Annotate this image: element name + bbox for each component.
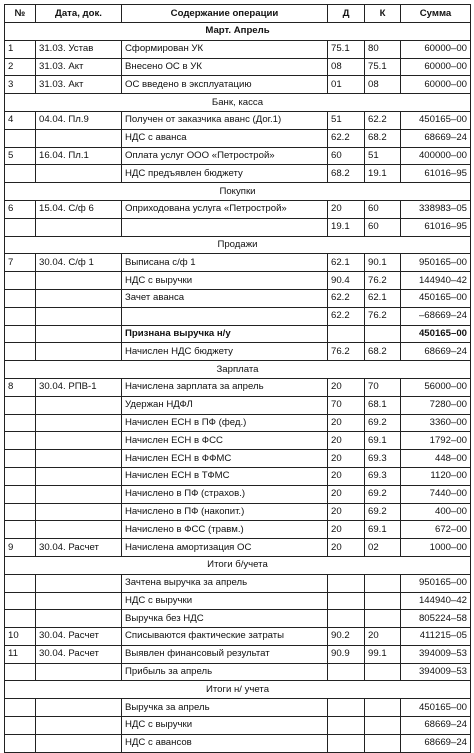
entry-sum: 68669–24: [401, 129, 471, 147]
entry-operation: Сформирован УК: [122, 40, 328, 58]
entry-operation: [122, 218, 328, 236]
entry-credit: 02: [365, 539, 401, 557]
entry-debit: 20: [328, 414, 365, 432]
entry-number: [5, 432, 36, 450]
entry-operation: Выручка за апрель: [122, 699, 328, 717]
entry-debit: 60: [328, 147, 365, 165]
table-row: [5, 378, 471, 396]
table-row: [5, 521, 471, 539]
entry-debit: 20: [328, 450, 365, 468]
entry-operation: Внесено ОС в УК: [122, 58, 328, 76]
entry-sum: 394009–53: [401, 645, 471, 663]
header-row: [5, 5, 471, 23]
entry-sum: 7440–00: [401, 485, 471, 503]
entry-credit: 75.1: [365, 58, 401, 76]
section-row: [5, 361, 471, 379]
entry-credit: 20: [365, 628, 401, 646]
entry-date-doc: [36, 699, 122, 717]
entry-debit: 20: [328, 200, 365, 218]
table-row: [5, 272, 471, 290]
header-operation: Содержание операции: [122, 5, 328, 23]
entry-sum: 1000–00: [401, 539, 471, 557]
entry-sum: 672–00: [401, 521, 471, 539]
section-title: Продажи: [5, 236, 471, 254]
entry-credit: 62.2: [365, 111, 401, 129]
entry-number: 6: [5, 200, 36, 218]
entry-debit: 62.1: [328, 254, 365, 272]
entry-date-doc: [36, 218, 122, 236]
entry-number: [5, 414, 36, 432]
entry-credit: 76.2: [365, 307, 401, 325]
entry-debit: [328, 610, 365, 628]
entry-sum: 60000–00: [401, 76, 471, 94]
entry-credit: 69.2: [365, 414, 401, 432]
entry-operation: Выявлен финансовый результат: [122, 645, 328, 663]
entry-date-doc: [36, 521, 122, 539]
entry-date-doc: [36, 343, 122, 361]
entry-debit: 75.1: [328, 40, 365, 58]
entry-date-doc: 31.03. Акт: [36, 76, 122, 94]
entry-date-doc: [36, 396, 122, 414]
entry-date-doc: [36, 289, 122, 307]
entry-debit: 62.2: [328, 129, 365, 147]
entry-debit: 70: [328, 396, 365, 414]
entry-credit: 69.3: [365, 450, 401, 468]
entry-date-doc: [36, 432, 122, 450]
entry-sum: 144940–42: [401, 592, 471, 610]
section-title: Итоги б/учета: [5, 556, 471, 574]
table-row: [5, 734, 471, 752]
entry-sum: 450165–00: [401, 289, 471, 307]
entry-number: 2: [5, 58, 36, 76]
section-row: [5, 94, 471, 112]
header-credit: К: [365, 5, 401, 23]
entry-date-doc: 04.04. Пл.9: [36, 111, 122, 129]
entry-credit: 90.1: [365, 254, 401, 272]
entry-credit: 69.1: [365, 521, 401, 539]
table-row: [5, 450, 471, 468]
entry-sum: –68669–24: [401, 307, 471, 325]
entry-date-doc: [36, 734, 122, 752]
table-row: [5, 574, 471, 592]
entry-number: [5, 307, 36, 325]
entry-number: [5, 663, 36, 681]
entry-operation: [122, 307, 328, 325]
entry-credit: 68.1: [365, 396, 401, 414]
entry-date-doc: 31.03. Устав: [36, 40, 122, 58]
entry-sum: 61016–95: [401, 165, 471, 183]
table-row: [5, 485, 471, 503]
entry-credit: 68.2: [365, 343, 401, 361]
table-row: [5, 76, 471, 94]
entry-number: 9: [5, 539, 36, 557]
entry-number: [5, 325, 36, 343]
entry-date-doc: [36, 467, 122, 485]
entry-sum: 450165–00: [401, 699, 471, 717]
entry-operation: Начислена зарплата за апрель: [122, 378, 328, 396]
section-title: Зарплата: [5, 361, 471, 379]
table-row: [5, 663, 471, 681]
table-row: [5, 200, 471, 218]
entry-date-doc: [36, 414, 122, 432]
table-row: [5, 717, 471, 735]
entry-number: [5, 503, 36, 521]
entry-debit: 76.2: [328, 343, 365, 361]
entry-date-doc: [36, 574, 122, 592]
entry-debit: 62.2: [328, 307, 365, 325]
table-row: [5, 503, 471, 521]
entry-credit: 60: [365, 200, 401, 218]
entry-number: [5, 343, 36, 361]
table-row: [5, 111, 471, 129]
table-row: [5, 254, 471, 272]
entry-date-doc: 30.04. Расчет: [36, 539, 122, 557]
entry-sum: 450165–00: [401, 325, 471, 343]
table-row: [5, 628, 471, 646]
entry-number: [5, 289, 36, 307]
entry-debit: 19.1: [328, 218, 365, 236]
entry-date-doc: [36, 165, 122, 183]
table-row: [5, 396, 471, 414]
entry-number: [5, 396, 36, 414]
entry-date-doc: [36, 663, 122, 681]
entry-sum: 68669–24: [401, 343, 471, 361]
entry-debit: 20: [328, 378, 365, 396]
entry-number: 11: [5, 645, 36, 663]
entry-operation: Оприходована услуга «Петрострой»: [122, 200, 328, 218]
entry-operation: НДС предъявлен бюджету: [122, 165, 328, 183]
entry-credit: 76.2: [365, 272, 401, 290]
entry-credit: [365, 717, 401, 735]
table-row: [5, 432, 471, 450]
entry-date-doc: 30.04. Расчет: [36, 645, 122, 663]
entry-operation: Удержан НДФЛ: [122, 396, 328, 414]
entry-debit: [328, 325, 365, 343]
entry-sum: 60000–00: [401, 58, 471, 76]
entry-number: [5, 734, 36, 752]
header-date: Дата, док.: [36, 5, 122, 23]
entry-credit: 69.2: [365, 503, 401, 521]
table-row: [5, 147, 471, 165]
entry-sum: 950165–00: [401, 574, 471, 592]
entry-debit: 08: [328, 58, 365, 76]
entry-number: 1: [5, 40, 36, 58]
section-row: [5, 556, 471, 574]
entry-number: 3: [5, 76, 36, 94]
entry-sum: 394009–53: [401, 663, 471, 681]
entry-sum: 1792–00: [401, 432, 471, 450]
header-num: №: [5, 5, 36, 23]
entry-date-doc: 31.03. Акт: [36, 58, 122, 76]
table-row: [5, 58, 471, 76]
entry-number: 8: [5, 378, 36, 396]
entry-operation: Зачет аванса: [122, 289, 328, 307]
table-row: [5, 165, 471, 183]
entry-debit: 20: [328, 539, 365, 557]
entry-debit: 90.9: [328, 645, 365, 663]
entry-credit: 70: [365, 378, 401, 396]
section-row: [5, 23, 471, 41]
entry-number: [5, 467, 36, 485]
entry-number: [5, 272, 36, 290]
section-title: Покупки: [5, 183, 471, 201]
entry-credit: [365, 574, 401, 592]
entry-operation: Начислен ЕСН в ТФМС: [122, 467, 328, 485]
entry-date-doc: [36, 450, 122, 468]
journal-body: [5, 23, 471, 753]
table-row: [5, 218, 471, 236]
entry-sum: 950165–00: [401, 254, 471, 272]
entry-debit: [328, 663, 365, 681]
entry-date-doc: [36, 592, 122, 610]
entry-debit: 68.2: [328, 165, 365, 183]
table-row: [5, 307, 471, 325]
entry-number: [5, 485, 36, 503]
entry-credit: 99.1: [365, 645, 401, 663]
table-row: [5, 539, 471, 557]
entry-credit: [365, 325, 401, 343]
entry-date-doc: 30.04. С/ф 1: [36, 254, 122, 272]
entry-sum: 448–00: [401, 450, 471, 468]
entry-date-doc: 30.04. Расчет: [36, 628, 122, 646]
table-row: [5, 592, 471, 610]
entry-debit: 20: [328, 521, 365, 539]
entry-debit: 90.2: [328, 628, 365, 646]
entry-operation: ОС введено в эксплуатацию: [122, 76, 328, 94]
entry-date-doc: [36, 129, 122, 147]
entry-operation: Начислен ЕСН в ФФМС: [122, 450, 328, 468]
entry-sum: 3360–00: [401, 414, 471, 432]
entry-operation: Начислено в ПФ (накопит.): [122, 503, 328, 521]
entry-credit: 60: [365, 218, 401, 236]
entry-operation: НДС с аванса: [122, 129, 328, 147]
entry-number: [5, 165, 36, 183]
entry-operation: Выручка без НДС: [122, 610, 328, 628]
entry-number: [5, 592, 36, 610]
entry-credit: 08: [365, 76, 401, 94]
table-row: [5, 699, 471, 717]
entry-sum: 61016–95: [401, 218, 471, 236]
section-row: [5, 681, 471, 699]
entry-credit: 69.3: [365, 467, 401, 485]
table-row: [5, 645, 471, 663]
entry-number: 5: [5, 147, 36, 165]
entry-sum: 805224–58: [401, 610, 471, 628]
entry-number: [5, 717, 36, 735]
table-row: [5, 467, 471, 485]
entry-credit: [365, 663, 401, 681]
entry-sum: 68669–24: [401, 717, 471, 735]
entry-date-doc: [36, 485, 122, 503]
journal-page: [4, 4, 470, 753]
section-title: Банк, касса: [5, 94, 471, 112]
entry-number: [5, 610, 36, 628]
entry-operation: НДС с авансов: [122, 734, 328, 752]
entry-number: 7: [5, 254, 36, 272]
entry-operation: Получен от заказчика аванс (Дог.1): [122, 111, 328, 129]
entry-operation: Оплата услуг ООО «Петрострой»: [122, 147, 328, 165]
entry-credit: [365, 734, 401, 752]
entry-number: 4: [5, 111, 36, 129]
header-debit: Д: [328, 5, 365, 23]
entry-sum: 1120–00: [401, 467, 471, 485]
entry-operation: НДС с выручки: [122, 272, 328, 290]
entry-operation: Выписана с/ф 1: [122, 254, 328, 272]
section-title: Март. Апрель: [5, 23, 471, 41]
entry-number: [5, 129, 36, 147]
entry-debit: [328, 717, 365, 735]
entry-operation: Зачтена выручка за апрель: [122, 574, 328, 592]
entry-credit: 19.1: [365, 165, 401, 183]
entry-debit: 20: [328, 432, 365, 450]
entry-debit: 20: [328, 467, 365, 485]
journal-table: [4, 4, 471, 753]
entry-date-doc: [36, 610, 122, 628]
entry-credit: 62.1: [365, 289, 401, 307]
table-row: [5, 414, 471, 432]
entry-sum: 144940–42: [401, 272, 471, 290]
entry-sum: 7280–00: [401, 396, 471, 414]
entry-debit: [328, 699, 365, 717]
entry-operation: Прибыль за апрель: [122, 663, 328, 681]
entry-operation: НДС с выручки: [122, 717, 328, 735]
entry-debit: 20: [328, 503, 365, 521]
section-row: [5, 183, 471, 201]
entry-date-doc: 15.04. С/ф 6: [36, 200, 122, 218]
entry-debit: [328, 574, 365, 592]
entry-number: [5, 699, 36, 717]
entry-operation: Признана выручка н/у: [122, 325, 328, 343]
entry-operation: Начислен ЕСН в ФСС: [122, 432, 328, 450]
entry-date-doc: 30.04. РПВ-1: [36, 378, 122, 396]
entry-credit: [365, 699, 401, 717]
entry-date-doc: 16.04. Пл.1: [36, 147, 122, 165]
section-title: Итоги н/ учета: [5, 681, 471, 699]
entry-date-doc: [36, 325, 122, 343]
table-row: [5, 610, 471, 628]
entry-sum: 68669–24: [401, 734, 471, 752]
entry-sum: 450165–00: [401, 111, 471, 129]
entry-sum: 338983–05: [401, 200, 471, 218]
entry-debit: 90.4: [328, 272, 365, 290]
entry-number: [5, 521, 36, 539]
entry-sum: 400–00: [401, 503, 471, 521]
entry-date-doc: [36, 272, 122, 290]
entry-sum: 56000–00: [401, 378, 471, 396]
entry-debit: 20: [328, 485, 365, 503]
table-row: [5, 289, 471, 307]
entry-sum: 60000–00: [401, 40, 471, 58]
entry-credit: 51: [365, 147, 401, 165]
entry-debit: [328, 734, 365, 752]
entry-credit: 68.2: [365, 129, 401, 147]
entry-date-doc: [36, 717, 122, 735]
entry-number: 10: [5, 628, 36, 646]
entry-sum: 411215–05: [401, 628, 471, 646]
entry-credit: 69.1: [365, 432, 401, 450]
entry-operation: Начислено в ФСС (травм.): [122, 521, 328, 539]
entry-credit: 69.2: [365, 485, 401, 503]
entry-operation: Начислен НДС бюджету: [122, 343, 328, 361]
entry-debit: 51: [328, 111, 365, 129]
section-row: [5, 236, 471, 254]
table-row: [5, 325, 471, 343]
entry-operation: Начислена амортизация ОС: [122, 539, 328, 557]
header-sum: Сумма: [401, 5, 471, 23]
entry-sum: 400000–00: [401, 147, 471, 165]
entry-debit: 62.2: [328, 289, 365, 307]
entry-date-doc: [36, 503, 122, 521]
table-row: [5, 40, 471, 58]
entry-date-doc: [36, 307, 122, 325]
entry-credit: [365, 610, 401, 628]
entry-debit: 01: [328, 76, 365, 94]
entry-operation: Начислен ЕСН в ПФ (фед.): [122, 414, 328, 432]
entry-operation: НДС с выручки: [122, 592, 328, 610]
entry-credit: [365, 592, 401, 610]
entry-number: [5, 574, 36, 592]
entry-debit: [328, 592, 365, 610]
entry-number: [5, 450, 36, 468]
table-row: [5, 129, 471, 147]
entry-operation: Списываются фактические затраты: [122, 628, 328, 646]
table-row: [5, 343, 471, 361]
entry-operation: Начислено в ПФ (страхов.): [122, 485, 328, 503]
entry-number: [5, 218, 36, 236]
entry-credit: 80: [365, 40, 401, 58]
